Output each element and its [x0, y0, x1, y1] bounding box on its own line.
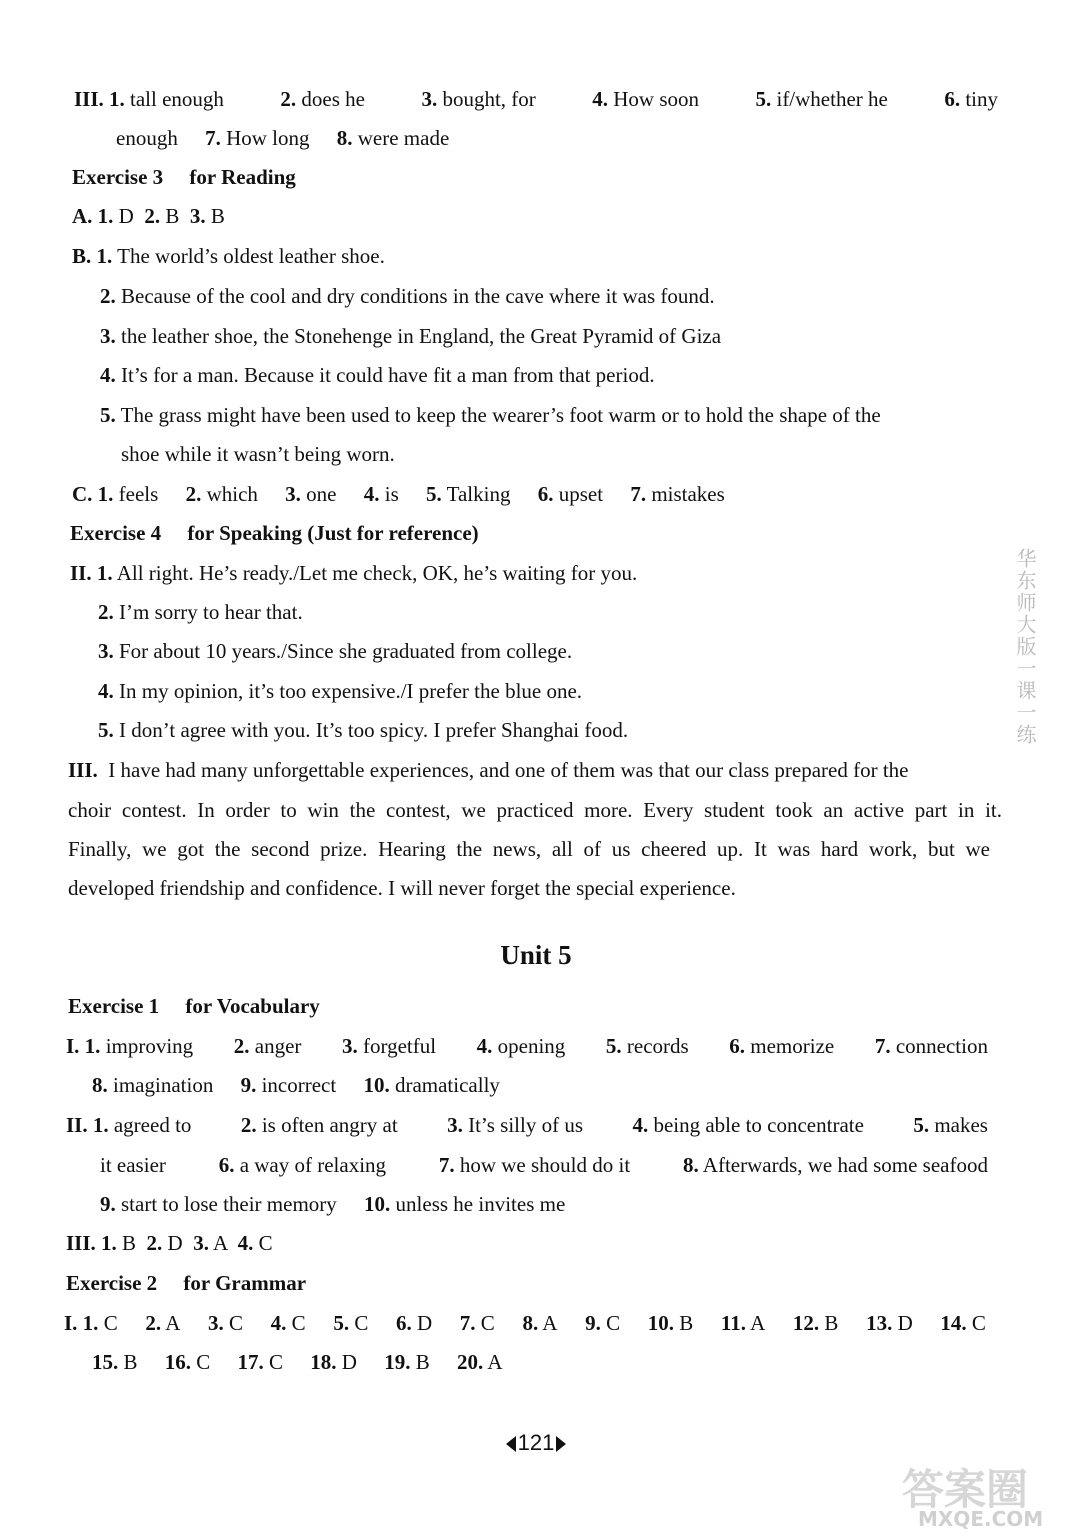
triangle-right-icon — [556, 1436, 566, 1452]
answer-item: 6. tiny — [944, 87, 998, 111]
exercise-heading: Exercise 4 for Speaking (Just for reference) — [70, 521, 479, 545]
vocab-answer-row: enough 7. How long 8. were made — [116, 126, 450, 150]
answer-item: 3. bought, for — [421, 87, 536, 111]
answer-row: 2. I’m sorry to hear that. — [98, 600, 303, 624]
essay-line: choir contest. In order to win the contest, we practiced more. Every student took an active part in it. — [68, 798, 1002, 822]
exercise-heading: Exercise 1 for Vocabulary — [68, 994, 320, 1018]
triangle-left-icon — [506, 1436, 516, 1452]
answer-row: II. 1. All right. He’s ready./Let me check, OK, he’s waiting for you. — [70, 561, 638, 585]
section-label: III. 1. tall enough — [74, 87, 224, 111]
answer-row: 3. the leather shoe, the Stonehenge in England, the Great Pyramid of Giza — [100, 324, 722, 348]
answer-row: III. 1. B 2. D 3. A 4. C — [66, 1231, 273, 1255]
answer-row: 8. imagination 9. incorrect 10. dramatically — [92, 1073, 500, 1097]
essay-line: developed friendship and confidence. I will never forget the special experience. — [68, 876, 736, 900]
answer-row: 2. Because of the cool and dry conditions in the cave where it was found. — [100, 284, 715, 308]
watermark-logo-text: 答案圈 — [902, 1465, 1029, 1514]
answer-row: 4. In my opinion, it’s too expensive./I prefer the blue one. — [98, 679, 583, 703]
page-number: 121 — [0, 1430, 1072, 1456]
answer-row: A. 1. D 2. B 3. B — [72, 204, 225, 228]
answer-row: 5. The grass might have been used to keep the wearer’s foot warm or to hold the shape of the — [100, 403, 881, 427]
essay-line: Finally, we got the second prize. Hearing the news, all of us cheered up. It was hard work, but we — [68, 837, 990, 861]
exercise-heading: Exercise 2 for Grammar — [66, 1271, 307, 1295]
answer-row: B. 1. The world’s oldest leather shoe. — [72, 244, 385, 268]
side-margin-text: 华东师大版一课一练 — [1013, 548, 1037, 746]
unit-title: Unit 5 — [500, 940, 572, 970]
answer-row: 3. For about 10 years./Since she graduated from college. — [98, 639, 573, 663]
answer-row: II. 1. agreed to 2. is often angry at 3. It’s silly of us 4. being able to concentrate 5. makes — [66, 1113, 988, 1137]
answer-row: 4. It’s for a man. Because it could have fit a man from that period. — [100, 363, 655, 387]
answer-row: shoe while it wasn’t being worn. — [121, 442, 395, 466]
watermark-logo — [896, 1458, 1066, 1530]
watermark-url: MXQE.COM — [918, 1507, 1044, 1530]
answer-row: I. 1. C 2. A 3. C 4. C 5. C 6. D 7. C 8. A 9. C 10. B 11. A 12. B 13. D 14. C — [64, 1311, 986, 1335]
answer-row: 15. B 16. C 17. C 18. D 19. B 20. A — [92, 1350, 503, 1374]
answer-row: I. 1. improving 2. anger 3. forgetful 4. opening 5. records 6. memorize 7. connection — [66, 1034, 988, 1058]
answer-row: it easier 6. a way of relaxing 7. how we should do it 8. Afterwards, we had some seafood — [100, 1153, 988, 1177]
answer-item: 2. does he — [280, 87, 365, 111]
answer-item: 5. if/whether he — [755, 87, 888, 111]
answer-row: 5. I don’t agree with you. It’s too spicy. I prefer Shanghai food. — [98, 718, 629, 742]
exercise-heading: Exercise 3 for Reading — [72, 165, 296, 189]
essay-line: III. I have had many unforgettable experiences, and one of them was that our class prepared for the — [68, 758, 909, 782]
answer-row: C. 1. feels 2. which 3. one 4. is 5. Talking 6. upset 7. mistakes — [72, 482, 725, 506]
answer-row: 9. start to lose their memory 10. unless he invites me — [100, 1192, 566, 1216]
answer-item: 4. How soon — [592, 87, 700, 111]
vocab-answer-row — [74, 86, 998, 112]
